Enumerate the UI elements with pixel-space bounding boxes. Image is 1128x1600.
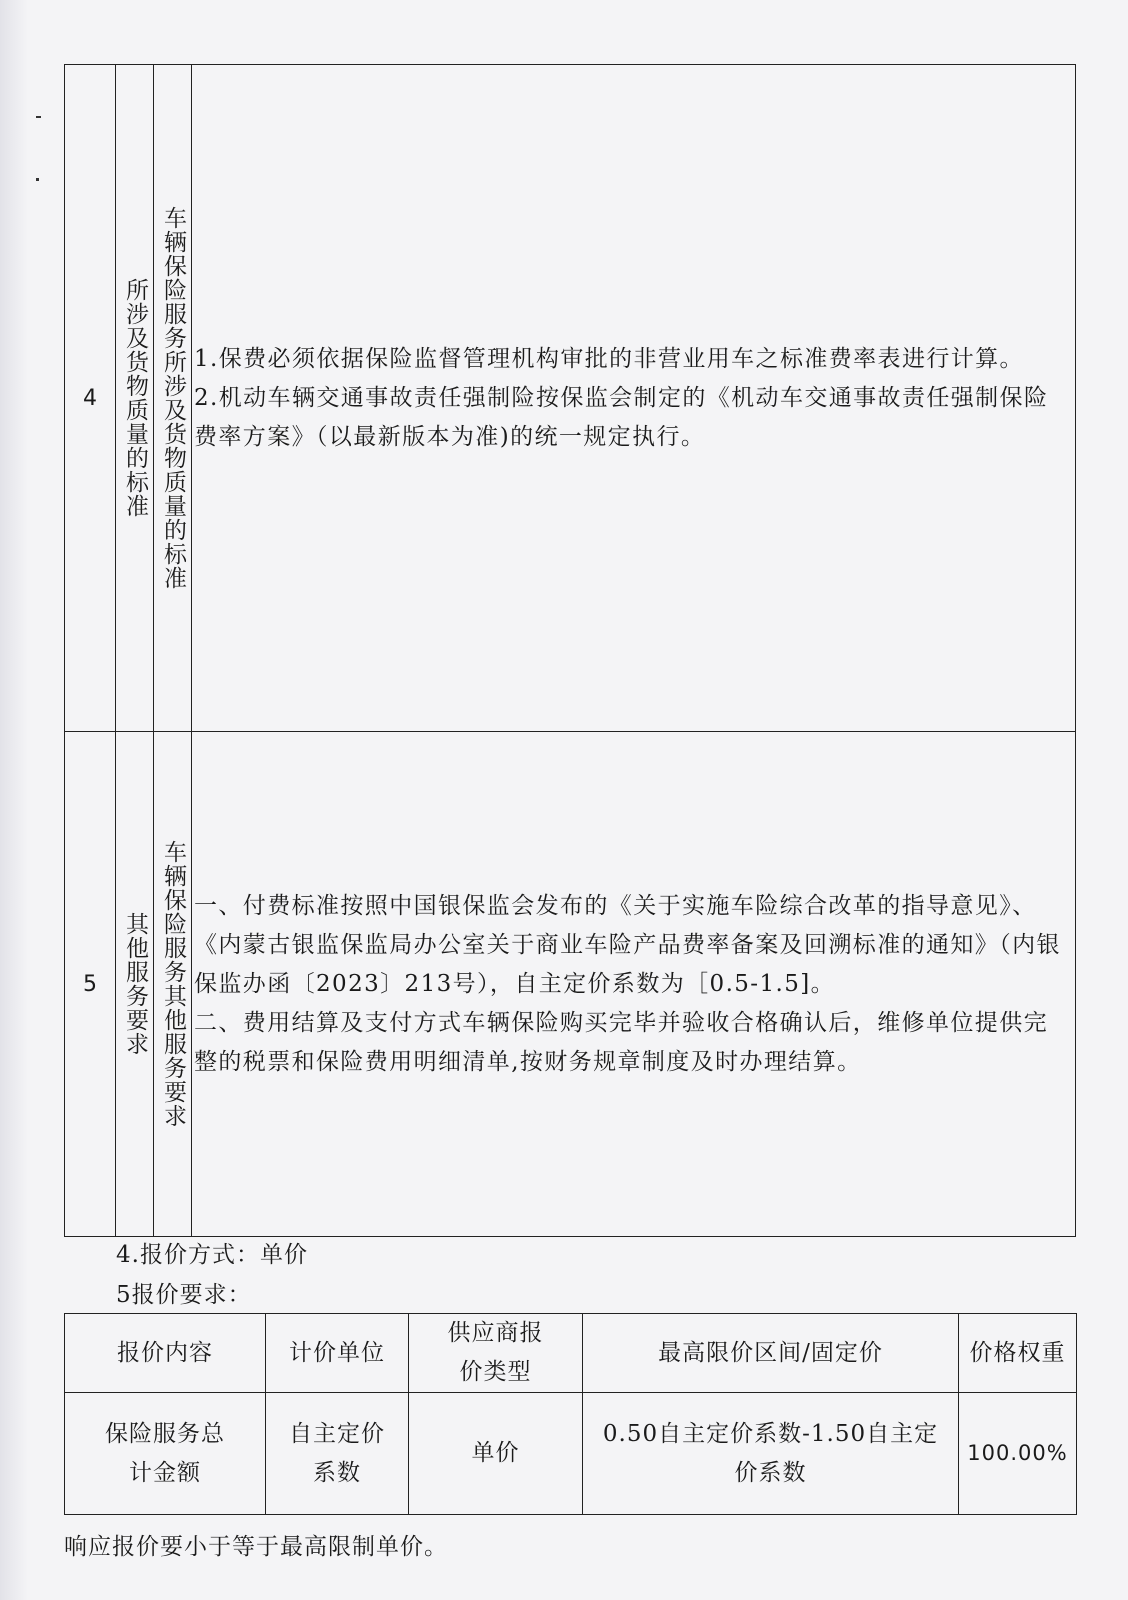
quote-table: [64, 1313, 1077, 1515]
scan-edge: [0, 0, 28, 1600]
row-number: 4: [65, 65, 116, 731]
quote-content-cell: 保险服务总计金额: [65, 1393, 266, 1515]
quote-header-row: [65, 1314, 1077, 1393]
requirement-row-5: [65, 731, 1075, 1236]
category-text: 其他服务要求: [122, 912, 148, 1056]
quote-method: 4.报价方式：单价: [116, 1242, 308, 1268]
header-cell: 报价内容: [65, 1314, 266, 1393]
item-cell: [154, 65, 192, 731]
header-cell: 价格权重: [959, 1314, 1077, 1393]
content-paragraph: 1.保费必须依据保险监督管理机构审批的非营业用车之标准费率表进行计算。: [194, 345, 1024, 372]
content-cell: [192, 732, 1075, 1236]
quote-price-range-cell: 0.50自主定价系数-1.50自主定价系数: [583, 1393, 959, 1515]
content-paragraph: 2.机动车辆交通事故责任强制险按保监会制定的《机动车交通事故责任强制保险费率方案》（以最新版本为准)的统一规定执行。: [194, 384, 1049, 450]
content-paragraph: 二、费用结算及支付方式车辆保险购买完毕并验收合格确认后，维修单位提供完整的税票和保险费用明细清单,按财务规章制度及时办理结算。: [194, 1009, 1048, 1075]
item-cell: [154, 732, 192, 1236]
requirements-table: [64, 64, 1076, 1237]
scan-mark: [36, 116, 41, 118]
quote-weight-cell: 100.00%: [959, 1393, 1077, 1515]
category-text: 所涉及货物质量的标准: [122, 278, 148, 518]
footer-note: 响应报价要小于等于最高限制单价。: [64, 1534, 448, 1560]
header-cell: 最高限价区间/固定价: [583, 1314, 959, 1393]
content-paragraph: 一、付费标准按照中国银保监会发布的《关于实施车险综合改革的指导意见》、《内蒙古银监保监局办公室关于商业车险产品费率备案及回溯标准的通知》（内银保监办函〔2023〕213号），自主定价系数为［0.5-1.5]。: [194, 892, 1061, 997]
quote-data-row: [65, 1393, 1077, 1515]
header-cell: 供应商报价类型: [409, 1314, 583, 1393]
quote-unit-cell: 自主定价系数: [266, 1393, 409, 1515]
quote-type-cell: 单价: [409, 1393, 583, 1515]
content-cell: [192, 65, 1075, 731]
item-text: 车辆保险服务所涉及货物质量的标准: [160, 206, 186, 590]
requirement-row-4: [65, 65, 1075, 731]
row-number: 5: [65, 732, 116, 1236]
item-text: 车辆保险服务其他服务要求: [160, 840, 186, 1128]
header-cell: 计价单位: [266, 1314, 409, 1393]
scan-mark: [36, 178, 39, 181]
category-cell: [116, 732, 154, 1236]
quote-requirements-title: 5报价要求：: [116, 1282, 252, 1308]
category-cell: [116, 65, 154, 731]
